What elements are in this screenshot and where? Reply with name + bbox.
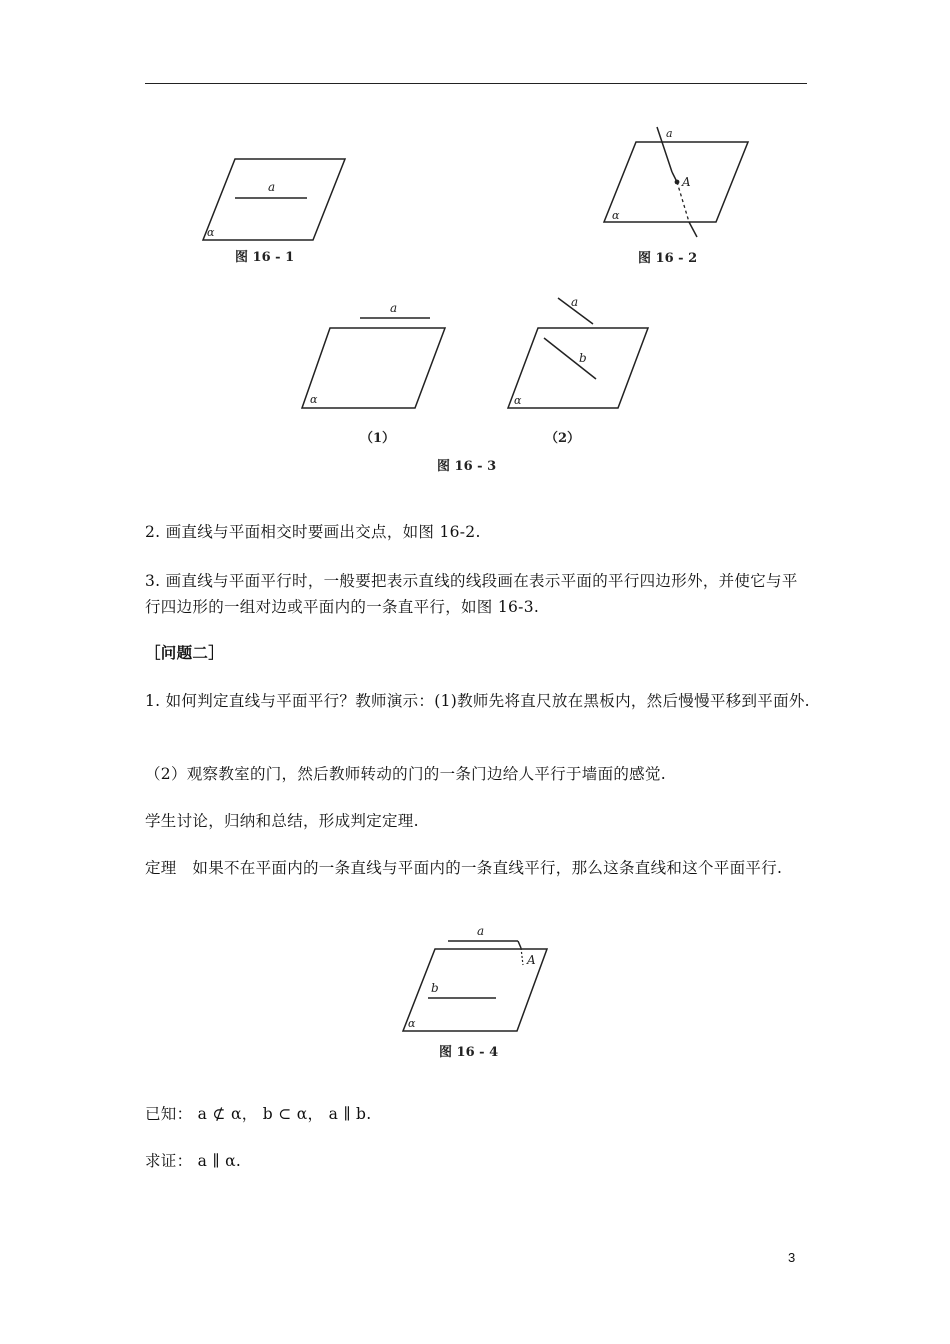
known-alpha-1: α， <box>230 1105 258 1123</box>
figure-16-2 <box>600 122 760 272</box>
point-A <box>675 180 680 185</box>
figure-caption: 图 16 - 2 <box>638 251 698 266</box>
header-rule <box>145 83 807 84</box>
prove-body: a ∥ α. <box>197 1152 242 1170</box>
known-alpha-2: α， <box>296 1105 324 1123</box>
line-b-label: b <box>431 981 439 995</box>
line-a-label-1: a <box>390 301 398 315</box>
known-b: b <box>262 1105 273 1123</box>
line-b-label: b <box>579 351 587 365</box>
line-a-label: a <box>477 924 485 938</box>
plane-label: α <box>408 1017 416 1030</box>
figure-caption: 图 16 - 4 <box>439 1045 499 1060</box>
discussion: 学生讨论，归纳和总结，形成判定定理. <box>145 812 419 830</box>
line-a-label: a <box>268 180 276 194</box>
subset-symbol: ⊂ <box>278 1105 292 1123</box>
plane-label-2: α <box>514 394 522 407</box>
plane-alpha-2 <box>508 328 648 408</box>
prove-label: 求证： <box>145 1152 193 1170</box>
point-A-label: A <box>527 953 536 967</box>
plane-alpha <box>403 949 547 1031</box>
connector-hidden <box>521 948 523 965</box>
figure-16-4 <box>395 920 560 1065</box>
figure-16-1 <box>195 150 365 270</box>
plane-alpha <box>203 159 345 240</box>
line-a-label-2: a <box>571 295 579 309</box>
section-heading: ［问题二］ <box>145 643 225 662</box>
connector-visible <box>518 941 521 948</box>
page-number: 3 <box>788 1250 796 1265</box>
plane-label: α <box>612 209 620 222</box>
question-2: （2）观察教室的门，然后教师转动的门的一条门边给人平行于墙面的感觉. <box>145 765 666 783</box>
theorem: 定理 如果不在平面内的一条直线与平面内的一条直线平行，那么这条直线和这个平面平行. <box>145 859 783 877</box>
point-A-label: A <box>682 175 691 189</box>
plane-label-1: α <box>310 393 318 406</box>
subfigure-1-label: （1） <box>360 431 396 446</box>
figure-caption: 图 16 - 1 <box>235 250 295 265</box>
line-a-lower <box>689 222 697 237</box>
paragraph-2: 2. 画直线与平面相交时要画出交点，如图 16-2. <box>145 523 481 541</box>
subfigure-2-label: （2） <box>545 431 581 446</box>
figure-16-3 <box>290 290 670 480</box>
known-parallel: a ∥ b. <box>328 1105 372 1123</box>
prove-statement <box>145 1148 810 1174</box>
known-a: a <box>197 1105 208 1123</box>
line-a-label: a <box>666 127 673 140</box>
question-1: 1. 如何判定直线与平面平行？教师演示：(1)教师先将直尺放在黑板内，然后慢慢平移到平面外. <box>145 692 810 710</box>
plane-alpha-1 <box>302 328 445 408</box>
line-b <box>544 338 596 379</box>
known-label: 已知： <box>145 1105 193 1123</box>
known-statement <box>145 1101 810 1127</box>
figure-caption: 图 16 - 3 <box>437 459 497 474</box>
plane-label: α <box>207 226 215 239</box>
not-subset-symbol: ⊄ <box>212 1105 226 1123</box>
paragraph-3: 3. 画直线与平面平行时，一般要把表示直线的线段画在表示平面的平行四边形外，并使它与平行四边形的一组对边或平面内的一条直平行，如图 16-3. <box>145 572 798 616</box>
